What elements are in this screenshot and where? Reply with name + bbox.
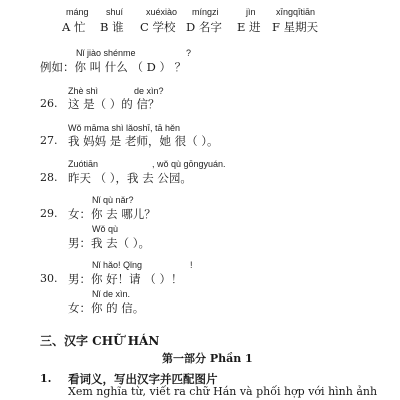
item-instruction-zh: 看词义，写出汉字并匹配图片 bbox=[68, 372, 218, 386]
option-c: C 学校 bbox=[140, 20, 176, 34]
example-sentence: 例如：你 叫 什么 （ D ） ？ bbox=[40, 60, 187, 74]
item-number: 1. bbox=[40, 372, 52, 385]
option-pinyin-c: xuéxiào bbox=[146, 7, 178, 17]
option-pinyin-e: jìn bbox=[246, 7, 256, 17]
option-e: E 进 bbox=[237, 20, 261, 34]
q27-pinyin: Wǒ māma shì lǎoshī, tā hěn bbox=[68, 123, 181, 133]
q26-pinyin-a: Zhè shì bbox=[68, 86, 99, 96]
option-a: A 忙 bbox=[62, 20, 86, 34]
q30-line2: 女：你 的 信。 bbox=[68, 301, 145, 315]
q29-line1-pinyin: Nǐ qù nǎr? bbox=[92, 195, 134, 205]
option-pinyin-f: xīngqītiān bbox=[276, 7, 316, 17]
q29-line2-pinyin: Wǒ qù bbox=[92, 224, 119, 234]
q29-line2: 男：我 去（ ）。 bbox=[68, 236, 151, 250]
option-pinyin-b: shuí bbox=[106, 7, 124, 17]
option-f: F 星期天 bbox=[272, 20, 319, 34]
q30-line1-pinyin: Nǐ hǎo! Qǐng bbox=[92, 260, 143, 270]
option-d: D 名字 bbox=[186, 20, 222, 34]
q30-number: 30. bbox=[40, 272, 58, 285]
q28-pinyin-b: , wǒ qù gōngyuán. bbox=[152, 159, 226, 169]
q26-number: 26. bbox=[40, 97, 58, 110]
example-pinyin-q: ? bbox=[186, 48, 192, 58]
q30-line1-pinyin-b: ! bbox=[190, 260, 193, 270]
q29-line1: 女：你 去 哪儿？ bbox=[68, 207, 156, 221]
q29-number: 29. bbox=[40, 207, 58, 220]
section-title: 三、汉字 CHỮ HÁN bbox=[40, 334, 160, 348]
q28-number: 28. bbox=[40, 171, 58, 184]
part-title: 第一部分 Phần 1 bbox=[162, 352, 253, 365]
option-pinyin-a: máng bbox=[66, 7, 89, 17]
q30-line2-pinyin: Nǐ de xìn. bbox=[92, 289, 131, 299]
option-pinyin-d: míngzi bbox=[192, 7, 219, 17]
q28-pinyin-a: Zuótiān bbox=[68, 159, 99, 169]
q26-sentence: 这 是（ ）的 信？ bbox=[68, 97, 160, 111]
option-b: B 谁 bbox=[100, 20, 124, 34]
q27-sentence: 我 妈妈 是 老师，她 很（ ）。 bbox=[68, 134, 219, 148]
item-instruction-viet: Xem nghĩa từ, viết ra chữ Hán và phối hợp với hình ảnh bbox=[68, 385, 378, 398]
q30-line1: 男：你 好！请 （ ）！ bbox=[68, 272, 183, 286]
q27-number: 27. bbox=[40, 134, 58, 147]
example-pinyin: Nǐ jiào shénme bbox=[76, 48, 136, 58]
q26-pinyin-b: de xìn? bbox=[134, 86, 164, 96]
q28-sentence: 昨天 （ ），我 去 公园。 bbox=[68, 171, 192, 185]
